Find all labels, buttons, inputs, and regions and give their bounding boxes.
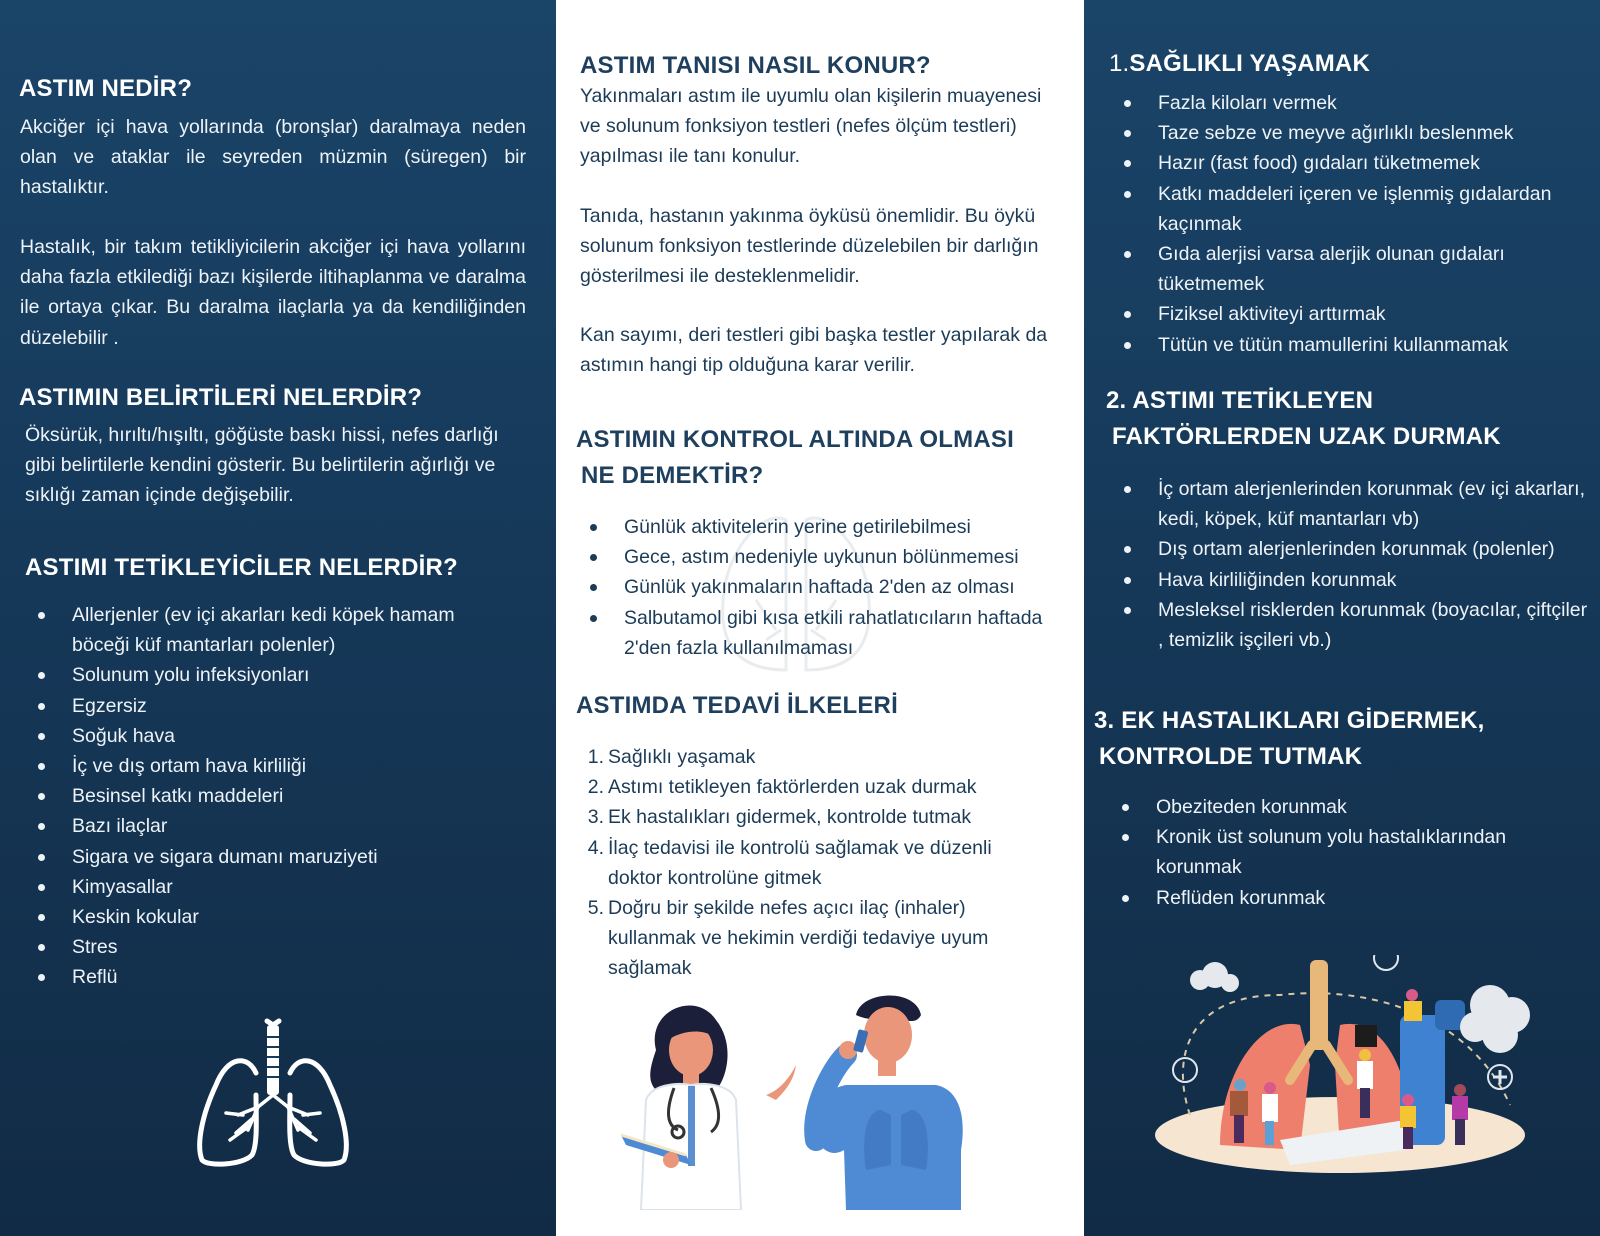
bullet-icon — [1124, 100, 1131, 107]
inhaler-badge-icon — [1374, 955, 1398, 970]
bullet-icon — [38, 823, 45, 830]
list-item: Kronik üst solunum yolu hastalıklarından korunmak — [1118, 822, 1588, 882]
list-item: Sigara ve sigara dumanı maruziyeti — [34, 842, 504, 872]
list-item: Salbutamol gibi kısa etkili rahatlatıcıların haftada 2'den fazla kullanılmaması — [586, 603, 1066, 663]
doctor-figure — [621, 1006, 741, 1210]
diagnosis-p1: Yakınmaları astım ile uyumlu olan kişilerin muayenesi ve solunum fonksiyon testleri (nefes ölçüm testleri) yapılması ile tanı konulur. — [580, 85, 1042, 168]
list-item: İç ortam alerjenlerinden korunmak (ev içi akarları, kedi, köpek, küf mantarları vb) — [1120, 474, 1590, 534]
symptoms-title: ASTIMIN BELİRTİLERİ NELERDİR? — [19, 384, 423, 411]
bullet-icon — [38, 854, 45, 861]
lungs-inhaler-illustration — [1150, 955, 1550, 1195]
bullet-icon — [1122, 895, 1129, 902]
bullet-icon — [1124, 342, 1131, 349]
middle-panel — [556, 0, 1084, 1236]
list-item: Günlük aktivitelerin yerine getirilebilmesi — [586, 512, 1066, 542]
comorbid-title-line2: KONTROLDE TUTMAK — [1099, 743, 1363, 770]
doctor-patient-illustration — [616, 990, 996, 1210]
list-item: Stres — [34, 932, 504, 962]
list-item: Katkı maddeleri içeren ve işlenmiş gıdalardan kaçınmak — [1120, 179, 1590, 239]
bullet-icon — [38, 944, 45, 951]
bullet-icon — [1122, 804, 1129, 811]
list-item: Reflüden korunmak — [1118, 883, 1588, 913]
avoid-triggers-list — [1120, 474, 1590, 655]
bullet-icon — [1124, 311, 1131, 318]
healthy-living-title-text: SAĞLIKLI YAŞAMAK — [1129, 50, 1370, 77]
bullet-icon — [38, 884, 45, 891]
diagnosis-p2: Tanıda, hastanın yakınma öyküsü önemlidir. Bu öykü solunum fonksiyon testlerinde düzelebilen bir darlığın gösterilmesi ile desteklenmelidir. — [580, 205, 1039, 288]
bullet-icon — [38, 763, 45, 770]
comorbid-title-line1: 3. EK HASTALIKLARI GİDERMEK, — [1094, 707, 1485, 734]
bullet-icon — [38, 793, 45, 800]
hand-gesture — [766, 1065, 796, 1100]
list-item: 5. Doğru bir şekilde nefes açıcı ilaç (inhaler) kullanmak ve hekimin verdiği tedaviye uyum sağlamak — [587, 897, 989, 980]
diagnosis-p3: Kan sayımı, deri testleri gibi başka testler yapılarak da astımın hangi tip olduğuna karar verilir. — [580, 324, 1048, 377]
bullet-icon — [38, 974, 45, 981]
bullet-icon — [38, 733, 45, 740]
list-item: 4. İlaç tedavisi ile kontrolü sağlamak ve düzenli doktor kontrolüne gitmek — [587, 836, 992, 889]
avoid-triggers-title-line2: FAKTÖRLERDEN UZAK DURMAK — [1112, 423, 1501, 450]
control-list — [586, 512, 1066, 663]
bullet-icon — [38, 612, 45, 619]
list-item: Mesleksel risklerden korunmak (boyacılar, çiftçiler , temizlik işçileri vb.) — [1120, 595, 1590, 655]
list-item: 1. Sağlıklı yaşamak — [587, 746, 756, 768]
bullet-icon — [1124, 546, 1131, 553]
bullet-icon — [1124, 130, 1131, 137]
lungs-badge-icon — [1173, 1058, 1197, 1082]
treatment-list — [576, 742, 1046, 984]
triggers-title: ASTIMI TETİKLEYİCİLER NELERDİR? — [25, 554, 458, 581]
bullet-icon — [38, 703, 45, 710]
list-item: Bazı ilaçlar — [34, 811, 504, 841]
list-item: 3. Ek hastalıkları gidermek, kontrolde tutmak — [587, 806, 972, 829]
list-item: Gece, astım nedeniyle uykunun bölünmemesi — [586, 542, 1066, 572]
list-item: Dış ortam alerjenlerinden korunmak (polenler) — [1120, 534, 1590, 564]
treatment-title: ASTIMDA TEDAVİ İLKELERİ — [576, 692, 898, 719]
list-item: Hava kirliliğinden korunmak — [1120, 565, 1590, 595]
avoid-triggers-title-line1: 2. ASTIMI TETİKLEYEN — [1106, 387, 1374, 414]
list-item: İç ve dış ortam hava kirliliği — [34, 751, 504, 781]
list-item: Allerjenler (ev içi akarları kedi köpek hamam böceği küf mantarları polenler) — [34, 600, 504, 660]
symptoms-paragraph: Öksürük, hırıltı/hışıltı, göğüste baskı hissi, nefes darlığı gibi belirtilerle kendini gösterir. Bu belirtilerin ağırlığı ve sıklığı zaman içinde değişebilir. — [25, 424, 499, 507]
bullet-icon — [1124, 607, 1131, 614]
list-item: Kimyasallar — [34, 872, 504, 902]
bullet-icon — [38, 672, 45, 679]
list-item: Tütün ve tütün mamullerini kullanmamak — [1120, 330, 1590, 360]
healthy-living-title — [1109, 46, 1370, 82]
left-panel — [0, 0, 556, 1236]
trachea — [1310, 960, 1328, 1050]
right-panel — [1084, 0, 1600, 1236]
bullet-icon — [1124, 251, 1131, 258]
healthy-living-number: 1. — [1109, 50, 1130, 77]
bullet-icon — [590, 524, 597, 531]
list-item: Fazla kiloları vermek — [1120, 88, 1590, 118]
triggers-list — [34, 600, 504, 993]
list-item: Gıda alerjisi varsa alerjik olunan gıdaları tüketmemek — [1120, 239, 1590, 299]
control-title-line2: NE DEMEKTİR? — [581, 462, 764, 489]
what-is-asthma-p1: Akciğer içi hava yollarında (bronşlar) daralmaya neden olan ve ataklar ile seyreden müzmin (süregen) bir hastalıktır. — [20, 116, 526, 199]
list-item: Hazır (fast food) gıdaları tüketmemek — [1120, 148, 1590, 178]
list-item: Besinsel katkı maddeleri — [34, 781, 504, 811]
list-item: 2. Astımı tetikleyen faktörlerden uzak durmak — [587, 776, 977, 799]
bullet-icon — [38, 914, 45, 921]
bullet-icon — [590, 615, 597, 622]
bullet-icon — [1124, 191, 1131, 198]
bullet-icon — [1122, 834, 1129, 841]
comorbid-list — [1118, 792, 1588, 913]
list-item: Keskin kokular — [34, 902, 504, 932]
bullet-icon — [1124, 160, 1131, 167]
bullet-icon — [1124, 486, 1131, 493]
list-item: Obeziteden korunmak — [1118, 792, 1588, 822]
bullet-icon — [590, 554, 597, 561]
patient-figure — [815, 995, 963, 1210]
list-item: Soğuk hava — [34, 721, 504, 751]
what-is-asthma-p2: Hastalık, bir takım tetikliyicilerin akciğer içi hava yollarını daha fazla etkilediği bazı kişilerde iltihaplanma ve daralma ile ortaya çıkar. Bu daralma ilaçlarla ya da kendiliğinden düzelebilir . — [20, 236, 526, 349]
healthy-living-list — [1120, 88, 1590, 360]
diagnosis-title: ASTIM TANISI NASIL KONUR? — [580, 52, 931, 79]
list-item: Reflü — [34, 962, 504, 992]
bullet-icon — [590, 584, 597, 591]
list-item: Solunum yolu infeksiyonları — [34, 660, 504, 690]
lungs-icon — [188, 1015, 358, 1175]
list-item: Egzersiz — [34, 691, 504, 721]
what-is-asthma-title: ASTIM NEDİR? — [19, 75, 193, 102]
list-item: Günlük yakınmaların haftada 2'den az olması — [586, 572, 1066, 602]
list-item: Fiziksel aktiviteyi arttırmak — [1120, 299, 1590, 329]
list-item: Taze sebze ve meyve ağırlıklı beslenmek — [1120, 118, 1590, 148]
control-title-line1: ASTIMIN KONTROL ALTINDA OLMASI — [576, 426, 1014, 453]
bullet-icon — [1124, 577, 1131, 584]
